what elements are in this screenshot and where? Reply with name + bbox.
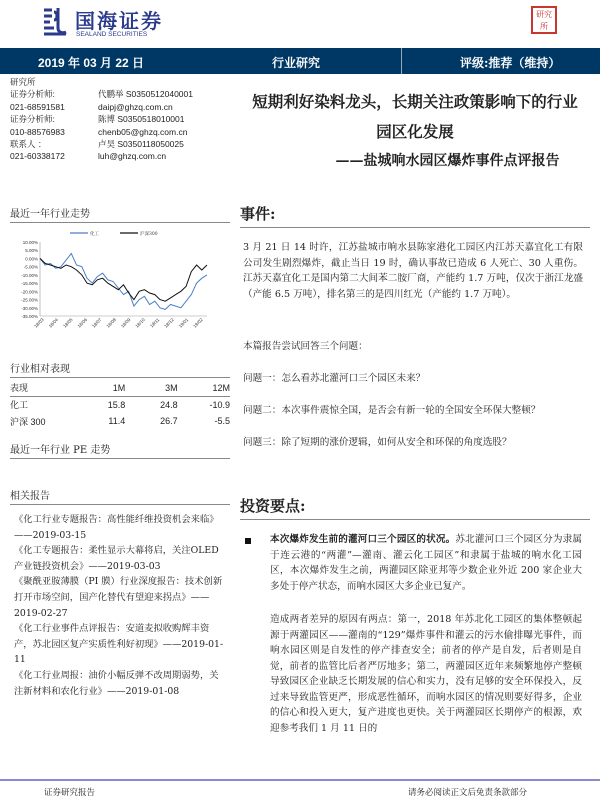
footer-left: 证券研究报告 — [44, 788, 96, 798]
report-type: 行业研究 — [272, 56, 321, 70]
contact-label: 010-88576983 — [10, 126, 65, 137]
related-report-item: 《化工行业事件点评报告：安道麦拟收购辉丰资产，苏北园区复产实质性利好初现》——2019-01-11 — [14, 623, 224, 666]
brand-logo — [42, 6, 172, 38]
header-divider — [401, 48, 402, 74]
y-tick-label: -20.00% — [21, 289, 38, 295]
report-title-line2: 园区化发展 — [376, 122, 454, 141]
y-tick-label: -35.00% — [21, 314, 38, 319]
contact-value: 卢昊 S0350118050025 — [98, 139, 184, 150]
contact-label: 联系人 ： — [10, 139, 47, 150]
col-header: 3M — [165, 382, 178, 393]
contact-value: chenb05@ghzq.com.cn — [98, 126, 188, 137]
question-1: 问题一：怎么看苏北灌河口三个园区未来？ — [243, 373, 426, 384]
x-tick-label: 18/05 — [62, 317, 74, 329]
report-date: 2019 年 03 月 22 日 — [38, 56, 145, 70]
invest-bullet-1 — [270, 532, 582, 594]
analyst-contacts — [10, 76, 193, 163]
bullet-text: 苏北灌河口三个园区分为隶属于连云港的“两灌”—灌南、灌云化工园区”和隶属于盐城的响水化工园区，本次爆炸发生之前，两灌园区除亚邦等少数企业外近 200 家企业大多处于停产状态，而响水园区大多企业已复产。 — [270, 534, 583, 592]
x-tick-label: 18/08 — [105, 317, 117, 329]
y-tick-label: 0.00% — [25, 256, 38, 262]
questions-intro: 本篇报告尝试回答三个问题： — [243, 341, 368, 352]
footer-divider — [0, 779, 600, 781]
performance-table — [10, 380, 230, 430]
legend-label: 沪深300 — [140, 232, 158, 237]
related-report-item: 《聚酰亚胺薄膜（PI 膜）行业深度报告：技术创新打开市场空间，国产化替代有望迎来拐点》——2019-02-27 — [14, 576, 223, 619]
brand-name-en: SEALAND SECURITIES — [76, 31, 148, 38]
performance-title: 行业相对表现 — [10, 360, 230, 378]
report-subtitle: ——盐城响水园区爆炸事件点评报告 — [335, 153, 560, 169]
question-3: 问题三：除了短期的涨价逻辑，如何从安全和环保的角度选股？ — [243, 437, 512, 448]
rating: 评级:推荐（维持） — [460, 56, 561, 70]
x-tick-label: 19/02 — [192, 317, 204, 329]
cell: 15.8 — [107, 399, 126, 410]
y-tick-label: 10.00% — [22, 240, 38, 245]
contact-value: luh@ghzq.com.cn — [98, 151, 167, 162]
related-report-item: 《化工行业专题报告：高性能纤维投资机会来临》——2019-03-15 — [14, 514, 219, 541]
y-tick-label: -10.00% — [21, 272, 38, 278]
y-tick-label: -15.00% — [21, 281, 38, 287]
event-heading: 事件: — [240, 203, 590, 228]
related-report-item: 《化工专题报告：柔性显示大幕将启，关注OLED 产业链投资机会》——2019-03-03 — [14, 545, 219, 572]
question-2: 问题二：本次事件震惊全国，是否会有新一轮的全国安全环保大整顿？ — [243, 405, 541, 416]
research-seal — [531, 6, 557, 34]
cell: -5.5 — [214, 416, 230, 427]
contact-value: 陈博 S0350518010001 — [98, 114, 185, 125]
x-tick-label: 18/12 — [163, 317, 175, 329]
invest-para-2: 造成两者差异的原因有两点：第一，2018 年苏北化工园区的集体整顿起源于两灌园区——灌南的“129”爆炸事件和灌云的污水偷排曝光事件，而响水园区则是自发性的停产排查安全；前者的停产是自发，后者则是自觉，前者的监管比后者严厉地多；第二，两灌园区近年来频繁地停产整顿导致园区企业缺乏长期发展的信心和实力，没有足够的安全环保投入，反过来导致监管更严，形成恶性循环，而响水园区的情况则要好得多，企业的信心和投入更大，复产进度也更快。关于两灌园区长期停产的根源，欢迎参考我们 1 月 11 日的 — [270, 614, 582, 734]
cell: 11.4 — [108, 416, 126, 427]
related-report-item: 《化工行业周报：油价小幅反弹不改周期弱势，关注新材料和农化行业》——2019-01-08 — [14, 669, 219, 697]
pe-trend-title: 最近一年行业 PE 走势 — [10, 441, 230, 459]
col-header: 表现 — [10, 383, 29, 394]
cell: 26.7 — [160, 416, 178, 427]
bullet-square-icon — [245, 538, 251, 544]
contact-value: 代鹏举 S0350512040001 — [98, 89, 193, 100]
y-tick-label: 5.00% — [25, 248, 38, 254]
x-tick-label: 18/04 — [47, 317, 60, 329]
invest-heading: 投资要点: — [240, 495, 590, 520]
contact-label: 021-68591581 — [10, 101, 65, 112]
dept-label: 研究所 — [10, 77, 36, 87]
x-tick-label: 18/03 — [33, 317, 45, 329]
table-header — [10, 380, 230, 397]
y-tick-label: -30.00% — [21, 305, 38, 311]
contact-row — [10, 126, 193, 138]
logo-mark-icon — [42, 6, 68, 36]
cell: 24.8 — [160, 399, 178, 410]
related-reports-list — [14, 512, 226, 699]
x-tick-label: 19/01 — [177, 317, 190, 329]
y-tick-label: -5.00% — [23, 264, 38, 270]
trend-title: 最近一年行业走势 — [10, 205, 230, 223]
header-bar — [0, 48, 600, 74]
x-tick-label: 18/11 — [149, 317, 161, 329]
x-tick-label: 18/10 — [134, 317, 146, 329]
contact-row — [10, 101, 193, 113]
contact-label: 证券分析师: — [10, 114, 55, 125]
cell: 化工 — [10, 400, 29, 411]
report-title-line1: 短期利好染料龙头，长期关注政策影响下的行业 — [252, 92, 578, 111]
related-reports-title: 相关报告 — [10, 487, 230, 505]
y-tick-label: -25.00% — [21, 297, 38, 303]
x-tick-label: 18/06 — [76, 317, 89, 329]
contact-row — [10, 113, 193, 125]
table-row — [10, 397, 230, 414]
contact-row — [10, 150, 193, 162]
brand-name-cn: 国海证券 — [75, 9, 163, 33]
trend-chart — [0, 225, 230, 345]
contact-value: daipj@ghzq.com.cn — [98, 101, 173, 112]
bullet-bold: 本次爆炸发生前的灌河口三个园区的状况。 — [270, 534, 456, 545]
x-tick-label: 18/09 — [119, 317, 132, 329]
col-header: 1M — [112, 382, 126, 393]
contact-label: 证券分析师: — [10, 89, 55, 100]
footer-right: 请务必阅读正文后免责条款部分 — [408, 788, 528, 798]
legend-label: 化工 — [90, 232, 99, 237]
cell: -10.9 — [209, 399, 230, 410]
contact-row — [10, 138, 193, 150]
series-line-0 — [40, 254, 207, 310]
contact-label: 021-60338172 — [10, 151, 65, 162]
cell: 沪深 300 — [10, 416, 46, 427]
seal-text: 研究所 — [536, 10, 552, 31]
col-header: 12M — [212, 382, 230, 393]
event-body: 3 月 21 日 14 时许，江苏盐城市响水县陈家港化工园区内江苏天嘉宜化工有限公司发生剧烈爆炸，截止当日 19 时，确认事故已造成 6 人死亡、30 人重伤。江苏天嘉宜化工是国内第二大间苯二胺厂商，产能约 1.7 万吨，仅次于浙江龙盛（产能 6.5 万吨），排名第三的是四川红光（产能约 1.7 万吨）。 — [243, 242, 583, 300]
x-tick-label: 18/07 — [91, 317, 103, 329]
table-row — [10, 413, 230, 430]
contact-row — [10, 88, 193, 100]
